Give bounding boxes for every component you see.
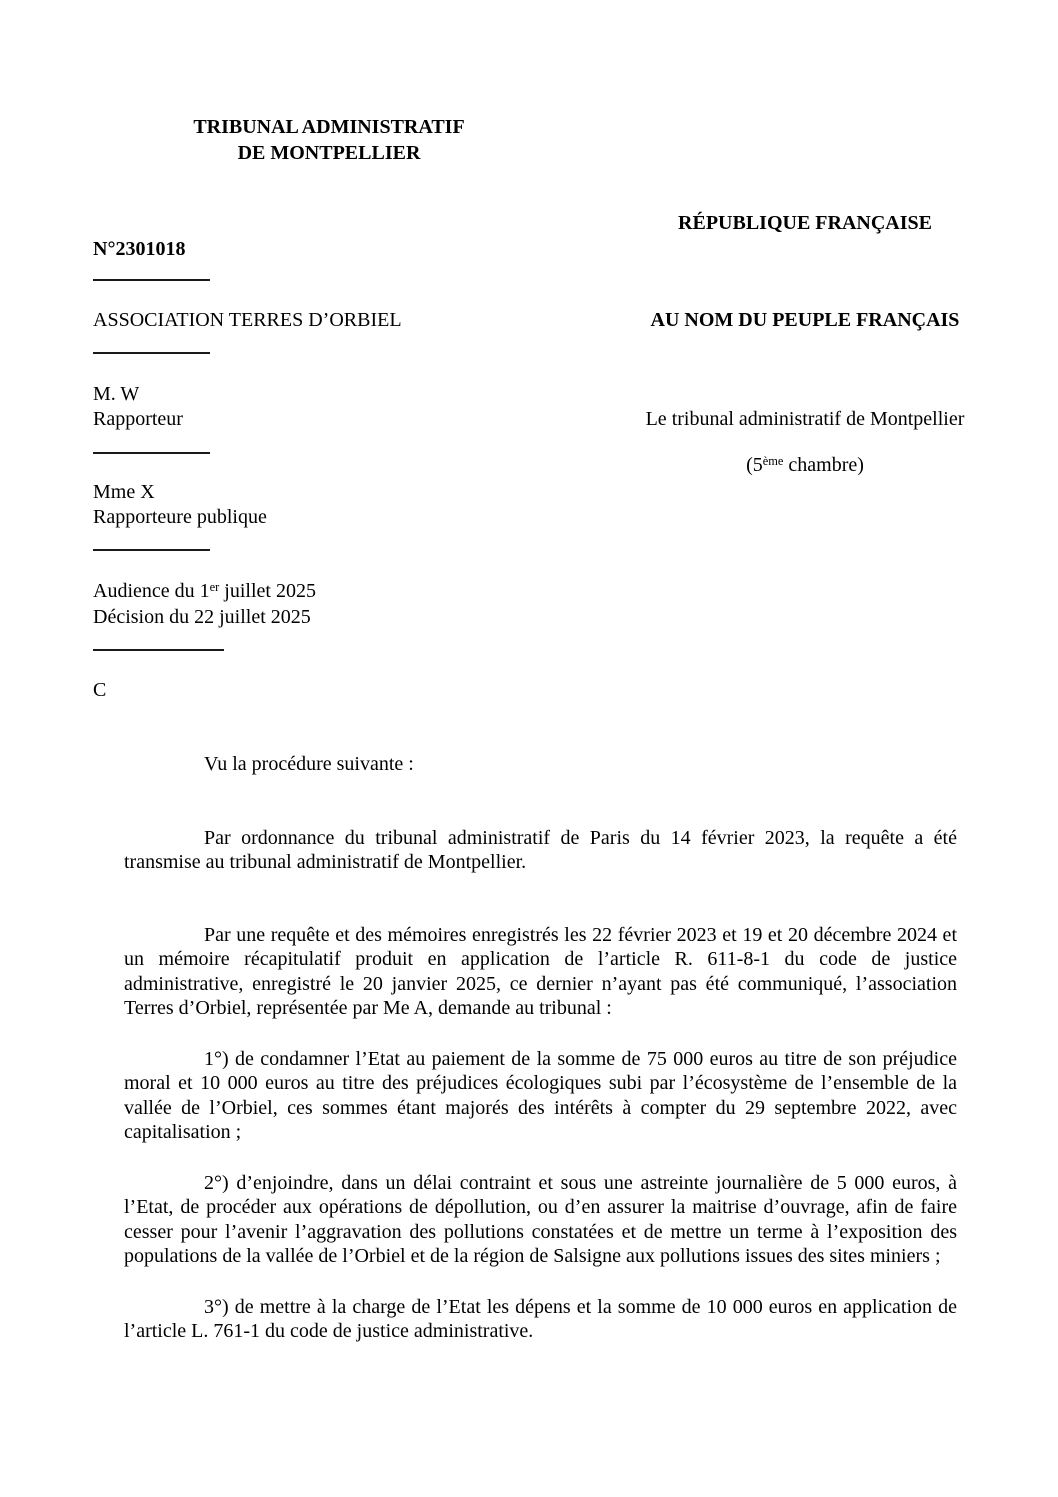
- chamber-text-end: chambre): [783, 454, 864, 476]
- case-number: N°2301018: [93, 238, 186, 260]
- rapporteur-name: M. W: [93, 383, 140, 405]
- separator-line: [93, 649, 224, 651]
- request-intro-paragraph: Par une requête et des mémoires enregistrés les 22 février 2023 et 19 et 20 décembre 2024 et un mémoire récapitulatif produit en application de l’article R. 611-8-1 du code de justice administrative, enregistré le 20 janvier 2025, ce dernier n’ayant pas été communiqué, l’association Terres d’Orbiel, représentée par Me A, demande au tribunal :: [124, 923, 957, 1019]
- audience-date-text-end: juillet 2025: [219, 580, 316, 602]
- republic-title: RÉPUBLIQUE FRANÇAISE: [678, 212, 932, 234]
- separator-line: [93, 452, 210, 454]
- rapporteur-title: Rapporteur: [93, 408, 183, 430]
- rapporteure-publique-name: Mme X: [93, 481, 155, 503]
- request-2: 2°) d’enjoindre, dans un délai contraint et sous une astreinte journalière de 5 000 euros, à l’Etat, de procéder aux opérations de dépollution, ou d’en assurer la maitrise d’ouvrage, afin de faire cesser pour l’avenir l’aggravation des pollutions constatées et de mettre un terme à l’exposition des populations de la vallée de l’Orbiel et de la région de Salsigne aux pollutions issues des sites miniers ;: [124, 1171, 957, 1267]
- audience-date: [93, 578, 316, 604]
- transfer-paragraph: Par ordonnance du tribunal administratif de Paris du 14 février 2023, la requête a été transmise au tribunal administratif de Montpellier.: [124, 826, 957, 873]
- request-3: 3°) de mettre à la charge de l’Etat les dépens et la somme de 10 000 euros en application de l’article L. 761-1 du code de justice administrative.: [124, 1295, 957, 1342]
- audience-date-text: Audience du 1: [93, 580, 210, 602]
- request-1: 1°) de condamner l’Etat au paiement de la somme de 75 000 euros au titre de son préjudice moral et 10 000 euros au titre des préjudices écologiques subi par l’écosystème de l’ensemble de la vallée de l’Orbiel, ces sommes étant majorés des intérêts à compter du 29 septembre 2022, avec capitalisation ;: [124, 1047, 957, 1143]
- court-name-line1: TRIBUNAL ADMINISTRATIF: [193, 116, 465, 138]
- decision-body: [124, 752, 957, 1344]
- court-name: [93, 114, 565, 166]
- classification-code: C: [93, 679, 107, 701]
- chamber-line: [638, 454, 972, 477]
- procedure-intro: Vu la procédure suivante :: [204, 753, 414, 775]
- audience-date-superscript: er: [209, 579, 220, 594]
- rapporteure-publique-title: Rapporteure publique: [93, 506, 267, 528]
- decision-date: Décision du 22 juillet 2025: [93, 606, 311, 628]
- court-name-line2: DE MONTPELLIER: [237, 142, 421, 164]
- separator-line: [93, 279, 210, 281]
- applicant-name: ASSOCIATION TERRES D’ORBIEL: [93, 309, 402, 331]
- chamber-text: (5: [746, 454, 763, 476]
- people-motto: AU NOM DU PEUPLE FRANÇAIS: [650, 309, 960, 331]
- dates-block: [93, 578, 316, 630]
- separator-line: [93, 352, 210, 354]
- rapporteur-block: [93, 382, 183, 432]
- chamber-superscript: ème: [762, 453, 784, 468]
- separator-line: [93, 549, 210, 551]
- tribunal-name-line: Le tribunal administratif de Montpellier: [645, 408, 965, 430]
- rapporteure-publique-block: [93, 480, 267, 530]
